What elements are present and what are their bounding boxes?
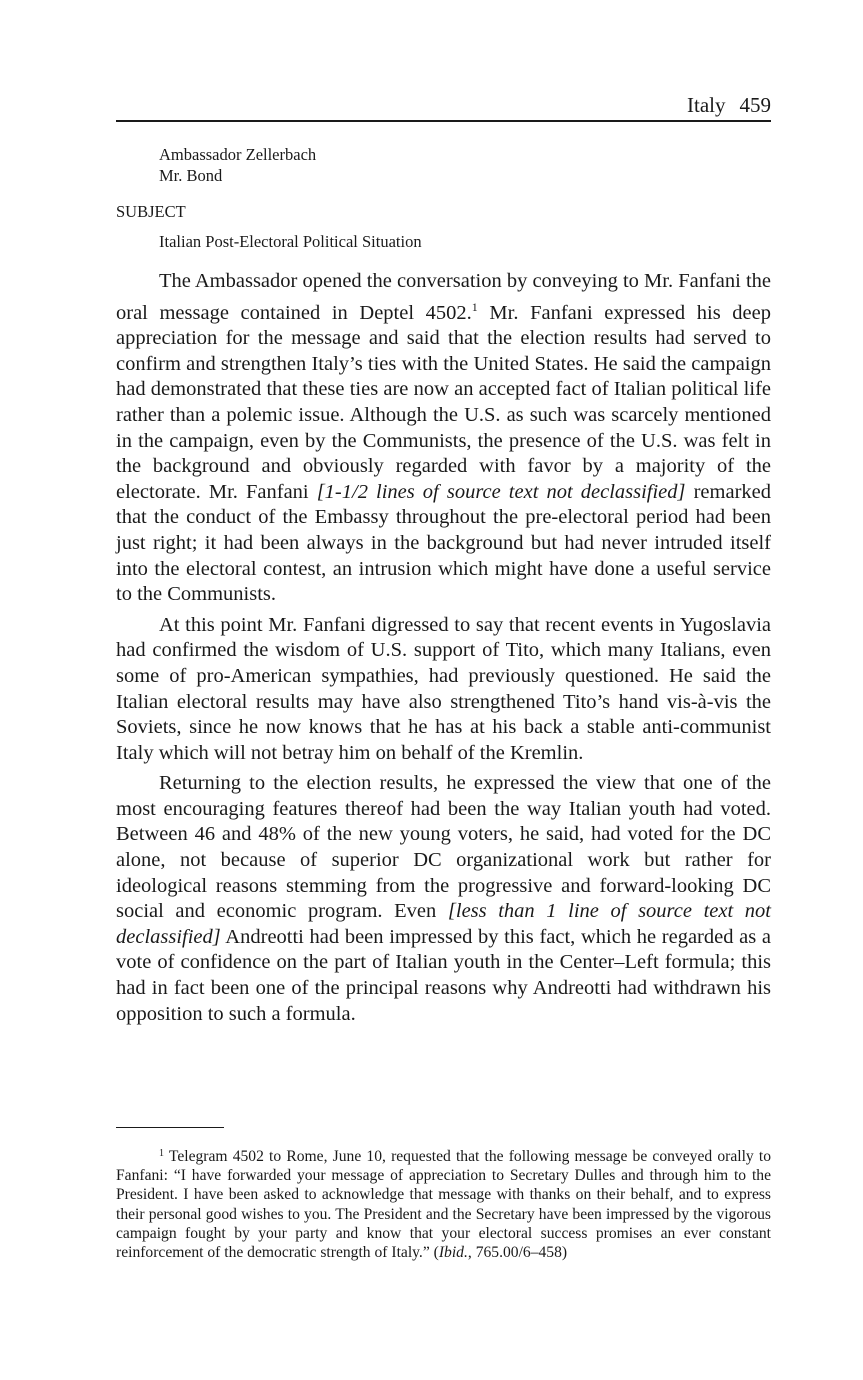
footnote-source-ibid: Ibid.	[438, 1244, 468, 1262]
footnote: $^1$ Telegram 4502 to Rome, June 10, requested that the following message be conveyed orally to Fanfani: “I have forwarded your message of appreciation to Secretary Dulles and through him to the President. I have been asked to acknowledge that message with thanks on their behalf, and to express their personal good wishes to you. The President and the Secretary have been impressed by the vigorous campaign fought by your party and know that your electoral success promises an ever constant reinforcement of the democratic strength of Italy.” (Ibid., 765.00/6–458)	[116, 1148, 771, 1262]
footnote-rule	[116, 1127, 224, 1128]
paragraph-2: At this point Mr. Fanfani digressed to say that recent events in Yugoslavia had confirmed the wisdom of U.S. support of Tito, which many Italians, even some of pro-American sympathies, had previously questioned. He said the Italian electoral results may have also strengthened Tito’s hand vis-à-vis the Soviets, since he now knows that he has at his back a stable anti-communist Italy which will not betray him on behalf of the Kremlin.	[116, 613, 771, 764]
memo-body	[116, 269, 771, 1032]
footnote-reference: 1	[471, 299, 478, 314]
redaction-note: [1-1/2 lines of source text not declassified]	[316, 480, 686, 503]
participants-list	[159, 144, 316, 186]
redaction-note: [less than 1 line of source text not declassified]	[116, 900, 771, 948]
paragraph-3: Returning to the election results, he expressed the view that one of the most encouraging features thereof had been the way Italian youth had voted. Between 46 and 48% of the new young voters, he said, had voted for the DC alone, not because of superior DC organizational work but rather for ideological reasons stemming from the progressive and forward-looking DC social and economic program. Even [less than 1 line of source text not declassified] Andreotti had been impressed by this fact, which he regarded as a vote of confidence on the part of Italian youth in the Center–Left formula; this had in fact been one of the principal reasons why Andreotti had withdrawn his opposition to such a formula.	[116, 772, 771, 1025]
header-rule	[116, 120, 771, 122]
participant: Ambassador Zellerbach	[159, 145, 317, 164]
subject-label: SUBJECT	[116, 202, 186, 221]
running-head-title: Italy	[687, 93, 726, 117]
page-number: 459	[739, 93, 771, 117]
paragraph-1: The Ambassador opened the conversation by conveying to Mr. Fanfani the oral message contained in Deptel 4502.$^1$ Mr. Fanfani expressed his deep appreciation for the message and said that the election results had served to confirm and strengthen Italy’s ties with the United States. He said the campaign had demonstrated that these ties are now an accepted fact of Italian political life rather than a polemic issue. Although the U.S. as such was scarcely mentioned in the campaign, even by the Communists, the presence of the U.S. was felt in the background and obviously regarded with favor by a majority of the electorate. Mr. Fanfani [1-1/2 lines of source text not declassified] remarked that the conduct of the Embassy throughout the pre-electoral period had been just right; it had been always in the background but had never intruded itself into the electoral contest, an intrusion which might have done a useful service to the Communists.	[116, 270, 772, 606]
participant: Mr. Bond	[159, 166, 223, 185]
running-head	[116, 91, 771, 119]
footnote-marker: 1	[159, 1148, 164, 1159]
subject-text: Italian Post-Electoral Political Situation	[159, 232, 422, 251]
